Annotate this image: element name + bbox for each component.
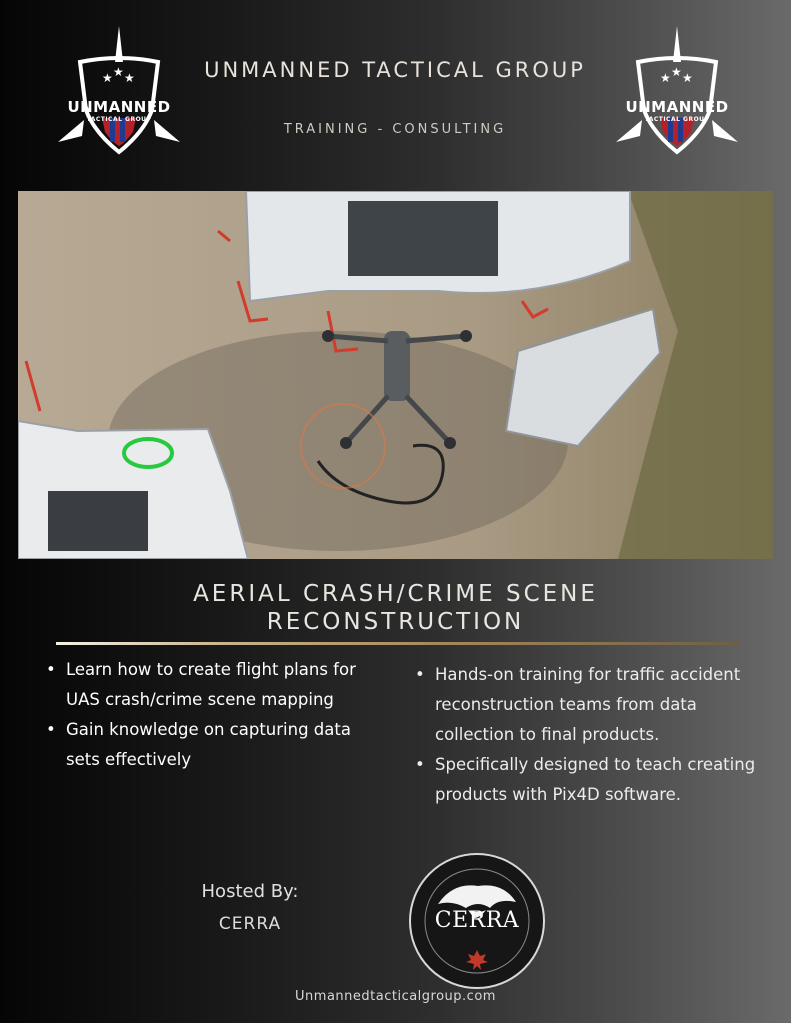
website-link[interactable]: Unmannedtacticalgroup.com — [295, 989, 496, 1004]
drone-crash-scene-illustration — [18, 191, 773, 559]
bullet-list-left — [46, 655, 386, 775]
list-item: • Hands-on training for traffic accident reconstruction teams from data collection to final products. — [415, 660, 780, 750]
gold-divider — [56, 642, 740, 645]
svg-text:★: ★ — [660, 71, 671, 85]
logo-wordmark: UNMANNED — [625, 98, 729, 116]
list-item: • Gain knowledge on capturing data sets effectively — [46, 715, 386, 775]
logo-subwordmark: TACTICAL GROUP — [86, 116, 152, 123]
svg-text:★: ★ — [124, 71, 135, 85]
hosted-by-label: Hosted By: — [201, 881, 299, 902]
cerra-logo — [408, 852, 546, 990]
cerra-wordmark: CERRA — [434, 908, 520, 933]
brand-subtitle: TRAINING - CONSULTING — [283, 122, 507, 137]
unmanned-tactical-logo-left — [54, 24, 184, 164]
shield-stars-logo-icon — [54, 24, 184, 164]
hosted-by-org: CERRA — [218, 914, 282, 934]
logo-wordmark: UNMANNED — [67, 98, 171, 116]
bullet-list-right — [415, 660, 780, 810]
hero-photo — [18, 191, 773, 559]
unmanned-tactical-logo-right — [612, 24, 742, 164]
brand-title: UNMANNED TACTICAL GROUP — [204, 58, 586, 82]
list-item: • Learn how to create flight plans for UAS crash/crime scene mapping — [46, 655, 386, 715]
course-headline: AERIAL CRASH/CRIME SCENE RECONSTRUCTION — [193, 581, 598, 635]
shield-stars-logo-icon — [612, 24, 742, 164]
svg-text:★: ★ — [102, 71, 113, 85]
svg-text:★: ★ — [113, 65, 124, 79]
svg-text:★: ★ — [682, 71, 693, 85]
svg-text:★: ★ — [671, 65, 682, 79]
logo-subwordmark: TACTICAL GROUP — [644, 116, 710, 123]
list-item: • Specifically designed to teach creating products with Pix4D software. — [415, 750, 780, 810]
